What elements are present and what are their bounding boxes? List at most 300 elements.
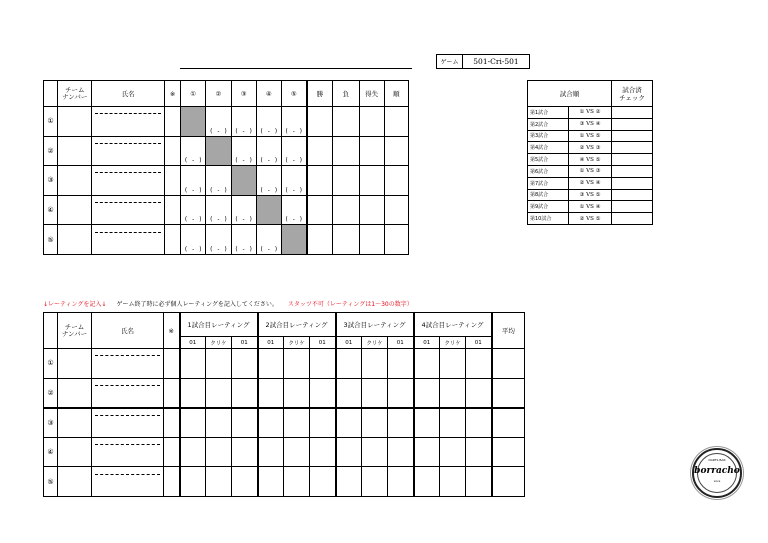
match-number: 第4試合 <box>528 142 569 154</box>
rating-input-cell[interactable] <box>336 408 362 438</box>
rating-input-cell[interactable] <box>310 349 336 379</box>
rating-input-cell[interactable] <box>466 349 492 379</box>
rating-input-cell[interactable] <box>466 437 492 467</box>
diff-cell[interactable] <box>359 166 384 196</box>
average-cell[interactable] <box>492 349 525 379</box>
league-row-number: ① <box>44 107 58 137</box>
team-number-cell[interactable] <box>58 437 92 467</box>
name-dotted-line <box>95 143 161 144</box>
losses-cell[interactable] <box>333 166 359 196</box>
player-name-cell[interactable] <box>92 437 164 467</box>
rating-sub-01: 01 <box>180 337 206 349</box>
score-placeholder: ( - ) <box>184 157 203 165</box>
score-wrap <box>232 196 256 225</box>
average-cell[interactable] <box>492 467 525 497</box>
team-number-cell[interactable] <box>58 225 92 255</box>
player-name-cell[interactable] <box>92 467 164 497</box>
name-dotted-line <box>95 474 160 475</box>
score-placeholder: ( - ) <box>284 216 303 224</box>
rating-header-blank <box>44 313 58 349</box>
rating-input-cell[interactable] <box>180 437 206 467</box>
rating-input-cell[interactable] <box>362 467 388 497</box>
score-wrap <box>206 225 230 254</box>
game-value[interactable]: 501-Cri-501 <box>463 55 530 69</box>
rating-row <box>44 349 525 379</box>
rank-cell[interactable] <box>384 107 408 137</box>
rating-header-name: 氏名 <box>92 313 164 349</box>
rating-input-cell[interactable] <box>362 437 388 467</box>
player-name-cell[interactable] <box>92 107 165 137</box>
game-box <box>436 54 530 69</box>
rating-row-number: ③ <box>44 408 58 438</box>
rating-input-cell[interactable] <box>388 349 414 379</box>
match-number: 第3試合 <box>528 130 569 142</box>
order-header-check-text: 試合済 チェック <box>619 85 645 102</box>
league-header-name: 氏名 <box>92 81 165 107</box>
match-done-check[interactable] <box>612 189 653 201</box>
team-number-cell[interactable] <box>58 408 92 438</box>
note-cell[interactable] <box>164 437 180 467</box>
rating-input-cell[interactable] <box>284 408 310 438</box>
logo-sub-text: since <box>713 480 721 483</box>
match-pairing: ① VS ⑤ <box>569 130 612 142</box>
rating-input-cell[interactable] <box>310 378 336 408</box>
league-header-blank <box>44 81 58 107</box>
score-wrap <box>181 137 205 166</box>
match-cell[interactable] <box>206 166 231 196</box>
match-cell[interactable] <box>281 166 306 196</box>
rating-input-cell[interactable] <box>414 378 440 408</box>
rating-input-cell[interactable] <box>284 378 310 408</box>
match-number: 第10試合 <box>528 213 569 225</box>
match-cell <box>181 107 206 137</box>
match-cell[interactable] <box>231 225 256 255</box>
team-number-cell[interactable] <box>58 166 92 196</box>
rating-input-cell[interactable] <box>232 349 258 379</box>
rating-input-cell[interactable] <box>258 378 284 408</box>
match-cell[interactable] <box>181 225 206 255</box>
order-row <box>528 201 653 213</box>
rating-header-team-number-text: チーム ナンバー <box>61 322 88 338</box>
rank-cell[interactable] <box>384 166 408 196</box>
rating-sub-cricket: クリケ <box>284 337 310 349</box>
score-wrap <box>181 166 205 195</box>
rating-header-average: 平均 <box>492 313 525 349</box>
rank-cell[interactable] <box>384 195 408 225</box>
losses-cell[interactable] <box>333 225 359 255</box>
score-placeholder: ( - ) <box>209 186 228 194</box>
score-wrap <box>257 137 281 166</box>
team-number-cell[interactable] <box>58 107 92 137</box>
order-row <box>528 118 653 130</box>
match-cell[interactable] <box>181 195 206 225</box>
rating-input-cell[interactable] <box>180 349 206 379</box>
order-row <box>528 142 653 154</box>
score-placeholder: ( - ) <box>284 157 303 165</box>
match-pairing: ① VS ④ <box>569 201 612 213</box>
score-wrap <box>282 107 306 136</box>
rating-row-number: ① <box>44 349 58 379</box>
rating-input-cell[interactable] <box>206 467 232 497</box>
match-number: 第7試合 <box>528 177 569 189</box>
score-placeholder: ( - ) <box>259 245 278 253</box>
note-instruction: ↓レーティングを記入↓ <box>43 301 107 308</box>
league-header-team-4: ④ <box>256 81 281 107</box>
rating-input-cell[interactable] <box>440 408 466 438</box>
rating-input-cell[interactable] <box>206 408 232 438</box>
rating-input-cell[interactable] <box>466 467 492 497</box>
name-dotted-line <box>95 444 160 445</box>
rating-input-cell[interactable] <box>336 349 362 379</box>
game-label: ゲーム <box>437 55 463 69</box>
rating-input-cell[interactable] <box>336 437 362 467</box>
rating-table <box>43 312 525 497</box>
note-cell[interactable] <box>164 136 180 166</box>
score-placeholder: ( - ) <box>184 186 203 194</box>
wins-cell[interactable] <box>307 225 333 255</box>
team-number-cell[interactable] <box>58 136 92 166</box>
rating-input-cell[interactable] <box>362 408 388 438</box>
match-cell[interactable] <box>231 107 256 137</box>
match-cell <box>231 166 256 196</box>
score-placeholder: ( - ) <box>259 186 278 194</box>
rating-input-cell[interactable] <box>258 349 284 379</box>
match-cell <box>256 195 281 225</box>
match-number: 第2試合 <box>528 118 569 130</box>
match-cell[interactable] <box>181 166 206 196</box>
match-pairing: ② VS ⑤ <box>569 213 612 225</box>
average-cell[interactable] <box>492 378 525 408</box>
rating-row <box>44 437 525 467</box>
rating-row <box>44 408 525 438</box>
score-placeholder: ( - ) <box>209 127 228 135</box>
score-placeholder: ( - ) <box>284 186 303 194</box>
rating-input-cell[interactable] <box>388 467 414 497</box>
note-cell[interactable] <box>164 378 180 408</box>
diff-cell[interactable] <box>359 225 384 255</box>
team-number-cell[interactable] <box>58 349 92 379</box>
order-row <box>528 213 653 225</box>
rating-input-cell[interactable] <box>336 378 362 408</box>
diff-cell[interactable] <box>359 136 384 166</box>
wins-cell[interactable] <box>307 195 333 225</box>
order-row <box>528 177 653 189</box>
note-cell[interactable] <box>164 107 180 137</box>
player-name-cell[interactable] <box>92 166 165 196</box>
name-dotted-line <box>95 232 161 233</box>
rating-header-game-4: 4試合目レーティング <box>414 313 492 337</box>
score-placeholder: ( - ) <box>184 245 203 253</box>
rating-sub-01: 01 <box>258 337 284 349</box>
league-row <box>44 225 409 255</box>
match-cell[interactable] <box>281 195 306 225</box>
rating-input-cell[interactable] <box>206 349 232 379</box>
score-placeholder: ( - ) <box>234 127 253 135</box>
match-number: 第6試合 <box>528 165 569 177</box>
score-wrap <box>181 196 205 225</box>
score-placeholder: ( - ) <box>234 157 253 165</box>
team-number-cell[interactable] <box>58 467 92 497</box>
average-cell[interactable] <box>492 437 525 467</box>
rating-input-cell[interactable] <box>388 378 414 408</box>
league-header-rank: 順 <box>384 81 408 107</box>
rating-header-game-3: 3試合目レーティング <box>336 313 414 337</box>
league-header-note: ※ <box>164 81 180 107</box>
rating-input-cell[interactable] <box>258 408 284 438</box>
rating-input-cell[interactable] <box>362 349 388 379</box>
rating-header-game-1: 1試合目レーティング <box>180 313 258 337</box>
player-name-cell[interactable] <box>92 225 165 255</box>
order-row <box>528 130 653 142</box>
league-header-wins: 勝 <box>307 81 333 107</box>
match-pairing: ④ VS ⑤ <box>569 154 612 166</box>
rank-cell[interactable] <box>384 136 408 166</box>
score-placeholder: ( - ) <box>259 127 278 135</box>
rating-input-cell[interactable] <box>232 467 258 497</box>
match-done-check[interactable] <box>612 118 653 130</box>
match-pairing: ② VS ③ <box>569 142 612 154</box>
losses-cell[interactable] <box>333 107 359 137</box>
score-wrap <box>257 225 281 254</box>
league-header-team-1: ① <box>181 81 206 107</box>
note-warning: スタッツ不可（レーティングは1～30の数字） <box>287 301 413 308</box>
rating-input-cell[interactable] <box>310 408 336 438</box>
rating-sub-01: 01 <box>388 337 414 349</box>
losses-cell[interactable] <box>333 136 359 166</box>
rating-row <box>44 467 525 497</box>
rating-sub-01: 01 <box>466 337 492 349</box>
match-done-check[interactable] <box>612 177 653 189</box>
score-wrap <box>257 107 281 136</box>
rating-input-cell[interactable] <box>232 437 258 467</box>
order-header-row <box>528 81 653 107</box>
header-team-number-text: チーム ナンバー <box>62 85 88 101</box>
league-header-losses: 負 <box>333 81 359 107</box>
score-placeholder: ( - ) <box>209 216 228 224</box>
name-dotted-line <box>95 415 160 416</box>
rating-input-cell[interactable] <box>440 437 466 467</box>
score-wrap <box>232 137 256 166</box>
score-placeholder: ( - ) <box>184 216 203 224</box>
rating-input-cell[interactable] <box>310 437 336 467</box>
match-cell[interactable] <box>206 225 231 255</box>
rating-input-cell[interactable] <box>206 437 232 467</box>
match-cell <box>206 136 231 166</box>
league-header-team-5: ⑤ <box>281 81 306 107</box>
player-name-cell[interactable] <box>92 408 164 438</box>
rating-input-cell[interactable] <box>466 378 492 408</box>
rating-input-cell[interactable] <box>180 467 206 497</box>
score-placeholder: ( - ) <box>234 216 253 224</box>
rating-input-cell[interactable] <box>440 349 466 379</box>
league-row-number: ② <box>44 136 58 166</box>
score-placeholder: ( - ) <box>284 127 303 135</box>
league-header-team-2: ② <box>206 81 231 107</box>
diff-cell[interactable] <box>359 195 384 225</box>
league-row <box>44 107 409 137</box>
order-row <box>528 189 653 201</box>
rating-input-cell[interactable] <box>440 378 466 408</box>
rating-input-cell[interactable] <box>232 408 258 438</box>
score-wrap <box>206 166 230 195</box>
team-number-cell[interactable] <box>58 195 92 225</box>
player-name-cell[interactable] <box>92 195 165 225</box>
match-cell[interactable] <box>281 136 306 166</box>
order-row <box>528 107 653 119</box>
rating-header-team-number <box>58 313 92 349</box>
rating-input-cell[interactable] <box>336 467 362 497</box>
rating-input-cell[interactable] <box>284 467 310 497</box>
score-wrap <box>282 137 306 166</box>
note-cell[interactable] <box>164 166 180 196</box>
match-number: 第5試合 <box>528 154 569 166</box>
diff-cell[interactable] <box>359 107 384 137</box>
match-done-check[interactable] <box>612 142 653 154</box>
match-pairing: ③ VS ⑤ <box>569 189 612 201</box>
match-cell[interactable] <box>256 136 281 166</box>
league-row <box>44 166 409 196</box>
match-cell[interactable] <box>181 136 206 166</box>
match-cell[interactable] <box>281 107 306 137</box>
rating-input-cell[interactable] <box>414 349 440 379</box>
player-name-cell[interactable] <box>92 349 164 379</box>
match-number: 第1試合 <box>528 107 569 119</box>
wins-cell[interactable] <box>307 107 333 137</box>
score-wrap <box>206 196 230 225</box>
match-pairing: ① VS ③ <box>569 165 612 177</box>
match-number: 第9試合 <box>528 201 569 213</box>
rating-input-cell[interactable] <box>362 378 388 408</box>
match-cell[interactable] <box>206 107 231 137</box>
league-header-diff: 得失 <box>359 81 384 107</box>
note-message: ゲーム終了時に必ず個人レーティングを記入してください。 <box>116 301 278 308</box>
league-row <box>44 136 409 166</box>
rating-input-cell[interactable] <box>414 408 440 438</box>
league-table <box>43 80 409 255</box>
order-header-check <box>612 81 653 107</box>
rating-sub-cricket: クリケ <box>206 337 232 349</box>
league-header-row <box>44 81 409 107</box>
logo-main-text: borracho <box>694 466 740 476</box>
match-done-check[interactable] <box>612 154 653 166</box>
match-pairing: ③ VS ④ <box>569 118 612 130</box>
rating-input-cell[interactable] <box>258 437 284 467</box>
rating-row <box>44 378 525 408</box>
title-underline <box>180 68 412 69</box>
name-dotted-line <box>95 202 161 203</box>
match-number: 第8試合 <box>528 189 569 201</box>
league-row-number: ⑤ <box>44 225 58 255</box>
note-cell[interactable] <box>164 467 180 497</box>
league-row-number: ④ <box>44 195 58 225</box>
rating-input-cell[interactable] <box>310 467 336 497</box>
wins-cell[interactable] <box>307 166 333 196</box>
average-cell[interactable] <box>492 408 525 438</box>
score-placeholder: ( - ) <box>259 157 278 165</box>
player-name-cell[interactable] <box>92 378 164 408</box>
rating-input-cell[interactable] <box>414 437 440 467</box>
league-header-team-number <box>58 81 92 107</box>
rating-input-cell[interactable] <box>206 378 232 408</box>
note-cell[interactable] <box>164 195 180 225</box>
score-wrap <box>232 225 256 254</box>
rating-input-cell[interactable] <box>440 467 466 497</box>
order-row <box>528 165 653 177</box>
rating-sub-01: 01 <box>310 337 336 349</box>
match-done-check[interactable] <box>612 165 653 177</box>
player-name-cell[interactable] <box>92 136 165 166</box>
match-done-check[interactable] <box>612 107 653 119</box>
rating-input-cell[interactable] <box>284 349 310 379</box>
rank-cell[interactable] <box>384 225 408 255</box>
match-cell[interactable] <box>256 166 281 196</box>
rating-row-number: ⑤ <box>44 467 58 497</box>
score-wrap <box>206 107 230 136</box>
order-header-match: 試合順 <box>528 81 612 107</box>
rating-sub-01: 01 <box>336 337 362 349</box>
score-wrap <box>181 225 205 254</box>
order-row <box>528 154 653 166</box>
rating-input-cell[interactable] <box>466 408 492 438</box>
rating-input-cell[interactable] <box>180 378 206 408</box>
score-wrap <box>257 166 281 195</box>
match-cell[interactable] <box>256 107 281 137</box>
logo-top-text: DARTS BAR <box>708 458 726 462</box>
rating-header-game-2: 2試合目レーティング <box>258 313 336 337</box>
match-done-check[interactable] <box>612 213 653 225</box>
match-cell[interactable] <box>206 195 231 225</box>
note-cell[interactable] <box>164 408 180 438</box>
rating-input-cell[interactable] <box>180 408 206 438</box>
rating-sub-cricket: クリケ <box>362 337 388 349</box>
rating-input-cell[interactable] <box>284 437 310 467</box>
league-header-team-3: ③ <box>231 81 256 107</box>
rating-row-number: ② <box>44 378 58 408</box>
match-done-check[interactable] <box>612 130 653 142</box>
rating-input-cell[interactable] <box>388 408 414 438</box>
match-cell <box>281 225 306 255</box>
score-placeholder: ( - ) <box>209 245 228 253</box>
rating-sub-01: 01 <box>414 337 440 349</box>
match-done-check[interactable] <box>612 201 653 213</box>
rating-sub-cricket: クリケ <box>440 337 466 349</box>
rating-row-number: ④ <box>44 437 58 467</box>
losses-cell[interactable] <box>333 195 359 225</box>
name-dotted-line <box>95 355 160 356</box>
wins-cell[interactable] <box>307 136 333 166</box>
score-wrap <box>282 196 306 225</box>
league-row-number: ③ <box>44 166 58 196</box>
rating-input-cell[interactable] <box>258 467 284 497</box>
name-dotted-line <box>95 172 161 173</box>
name-dotted-line <box>95 385 160 386</box>
match-pairing: ① VS ② <box>569 107 612 119</box>
match-cell[interactable] <box>256 225 281 255</box>
rating-input-cell[interactable] <box>388 437 414 467</box>
score-wrap <box>282 166 306 195</box>
note-cell[interactable] <box>164 225 180 255</box>
team-number-cell[interactable] <box>58 378 92 408</box>
match-order-table <box>527 80 653 225</box>
rating-input-cell[interactable] <box>414 467 440 497</box>
rating-header-note: ※ <box>164 313 180 349</box>
borracho-logo <box>692 448 742 498</box>
match-cell[interactable] <box>231 195 256 225</box>
rating-input-cell[interactable] <box>232 378 258 408</box>
note-cell[interactable] <box>164 349 180 379</box>
score-placeholder: ( - ) <box>234 245 253 253</box>
match-cell[interactable] <box>231 136 256 166</box>
